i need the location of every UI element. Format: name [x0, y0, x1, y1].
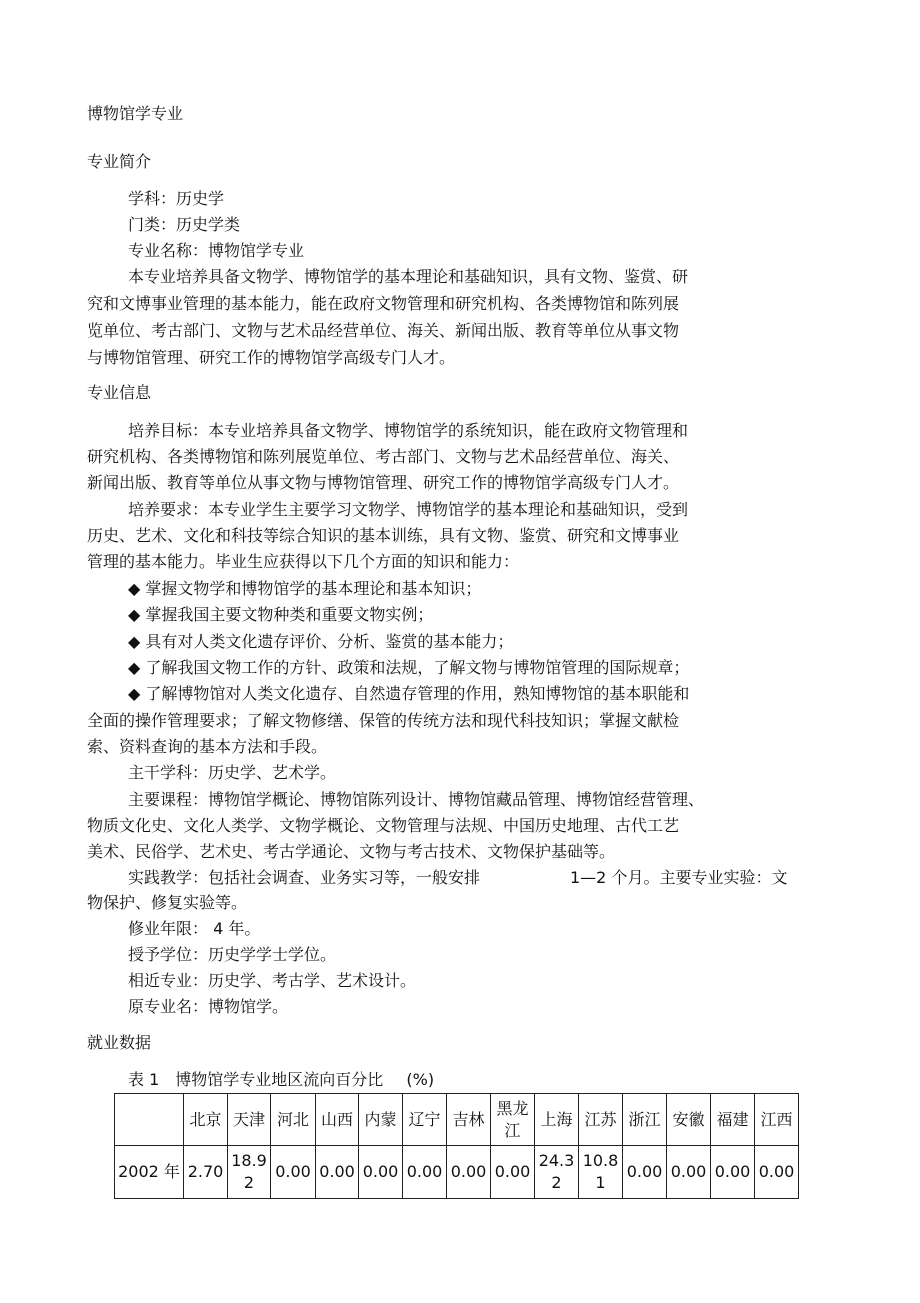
table-header-cell: 福建 [711, 1094, 755, 1146]
info-main-discipline: 主干学科：历史学、艺术学。 [128, 763, 337, 782]
info-degree: 授予学位：历史学学士学位。 [128, 945, 337, 964]
ability-bullet: ◆ 掌握我国主要文物种类和重要文物实例； [128, 605, 434, 624]
table-header-cell: 山西 [316, 1094, 359, 1146]
intro-major-name: 专业名称：博物馆学专业 [128, 241, 305, 260]
employment-region-table [114, 1093, 799, 1199]
info-courses-line: 主要课程：博物馆学概论、博物馆陈列设计、博物馆藏品管理、博物馆经营管理、 [128, 790, 705, 809]
table-header-cell: 北京 [184, 1094, 228, 1146]
table-header-cell: 黑龙江 [491, 1094, 535, 1146]
ability-bullet-continuation: 全面的操作管理要求；了解文物修缮、保管的传统方法和现代科技知识；掌握文献检 [87, 711, 680, 730]
ability-bullet: ◆ 了解博物馆对人类文化遗存、自然遗存管理的作用，熟知博物馆的基本职能和 [128, 684, 690, 703]
table-cell: 0.00 [447, 1146, 491, 1199]
table-caption [128, 1070, 434, 1090]
intro-description-line: 究和文博事业管理的基本能力，能在政府文物管理和研究机构、各类博物馆和陈列展 [87, 294, 680, 313]
intro-category: 门类：历史学类 [128, 215, 241, 234]
info-practice-line: 1—2 个月。主要专业实验：文 [570, 868, 788, 887]
table-header-cell: 内蒙 [359, 1094, 403, 1146]
table-cell: 0.00 [667, 1146, 711, 1199]
table-header-cell: 江苏 [579, 1094, 623, 1146]
info-practice-line: 实践教学：包括社会调查、业务实习等，一般安排 [128, 868, 481, 887]
info-requirements-line: 管理的基本能力。毕业生应获得以下几个方面的知识和能力： [87, 552, 520, 571]
employment-heading: 就业数据 [87, 1033, 152, 1052]
intro-subject: 学科：历史学 [128, 189, 225, 208]
info-goal-line: 新闻出版、教育等单位从事文物与博物馆管理、研究工作的博物馆学高级专门人才。 [87, 473, 680, 492]
table-cell: 0.00 [755, 1146, 799, 1199]
info-goal-line: 培养目标：本专业培养具备文物学、博物馆学的系统知识，能在政府文物管理和 [128, 421, 689, 440]
info-related-majors: 相近专业：历史学、考古学、艺术设计。 [128, 971, 417, 990]
ability-bullet: ◆ 具有对人类文化遗存评价、分析、鉴赏的基本能力； [128, 632, 514, 651]
document-title: 博物馆学专业 [87, 104, 184, 123]
table-corner-cell [115, 1094, 184, 1146]
table-header-cell: 安徽 [667, 1094, 711, 1146]
table-header-cell: 天津 [228, 1094, 271, 1146]
info-courses-line: 物质文化史、文化人类学、文物学概论、文物管理与法规、中国历史地理、古代工艺 [87, 816, 680, 835]
table-cell: 0.00 [491, 1146, 535, 1199]
ability-bullet-continuation: 索、资料查询的基本方法和手段。 [87, 737, 328, 756]
ability-bullet: ◆ 了解我国文物工作的方针、政策和法规，了解文物与博物馆管理的国际规章； [128, 658, 690, 677]
info-requirements-line: 培养要求：本专业学生主要学习文物学、博物馆学的基本理论和基础知识，受到 [128, 500, 689, 519]
table-cell: 2.70 [184, 1146, 228, 1199]
table-cell: 0.00 [403, 1146, 447, 1199]
info-heading: 专业信息 [87, 383, 152, 402]
intro-description-line: 本专业培养具备文物学、博物馆学的基本理论和基础知识，具有文物、鉴赏、研 [128, 267, 689, 286]
info-courses-line: 美术、民俗学、艺术史、考古学通论、文物与考古技术、文物保护基础等。 [87, 842, 616, 861]
table-cell: 0.00 [623, 1146, 667, 1199]
info-former-name: 原专业名：博物馆学。 [128, 997, 289, 1016]
table-header-row [115, 1094, 799, 1146]
table-cell: 0.00 [316, 1146, 359, 1199]
table-header-cell: 上海 [535, 1094, 579, 1146]
table-row-label: 2002 年 [115, 1146, 184, 1199]
table-caption-unit: (%) [406, 1070, 435, 1089]
intro-heading: 专业简介 [87, 152, 152, 171]
table-caption-text: 表 1 博物馆学专业地区流向百分比 [128, 1070, 384, 1089]
table-cell: 24.32 [535, 1146, 579, 1199]
info-goal-line: 研究机构、各类博物馆和陈列展览单位、考古部门、文物与艺术品经营单位、海关、 [87, 447, 680, 466]
table-header-cell: 浙江 [623, 1094, 667, 1146]
table-cell: 10.81 [579, 1146, 623, 1199]
ability-bullet: ◆ 掌握文物学和博物馆学的基本理论和基本知识； [128, 579, 482, 598]
table-header-cell: 吉林 [447, 1094, 491, 1146]
table-cell: 0.00 [359, 1146, 403, 1199]
table-row [115, 1146, 799, 1199]
info-practice-line: 物保护、修复实验等。 [87, 893, 248, 912]
intro-description-line: 览单位、考古部门、文物与艺术品经营单位、海关、新闻出版、教育等单位从事文物 [87, 321, 680, 340]
table-cell: 18.92 [228, 1146, 271, 1199]
table-header-cell: 河北 [271, 1094, 316, 1146]
table-header-cell: 辽宁 [403, 1094, 447, 1146]
table-cell: 0.00 [271, 1146, 316, 1199]
intro-description-line: 与博物馆管理、研究工作的博物馆学高级专门人才。 [87, 348, 456, 367]
info-duration: 修业年限： 4 年。 [128, 919, 261, 938]
table-cell: 0.00 [711, 1146, 755, 1199]
info-requirements-line: 历史、艺术、文化和科技等综合知识的基本训练，具有文物、鉴赏、研究和文博事业 [87, 526, 680, 545]
table-header-cell: 江西 [755, 1094, 799, 1146]
